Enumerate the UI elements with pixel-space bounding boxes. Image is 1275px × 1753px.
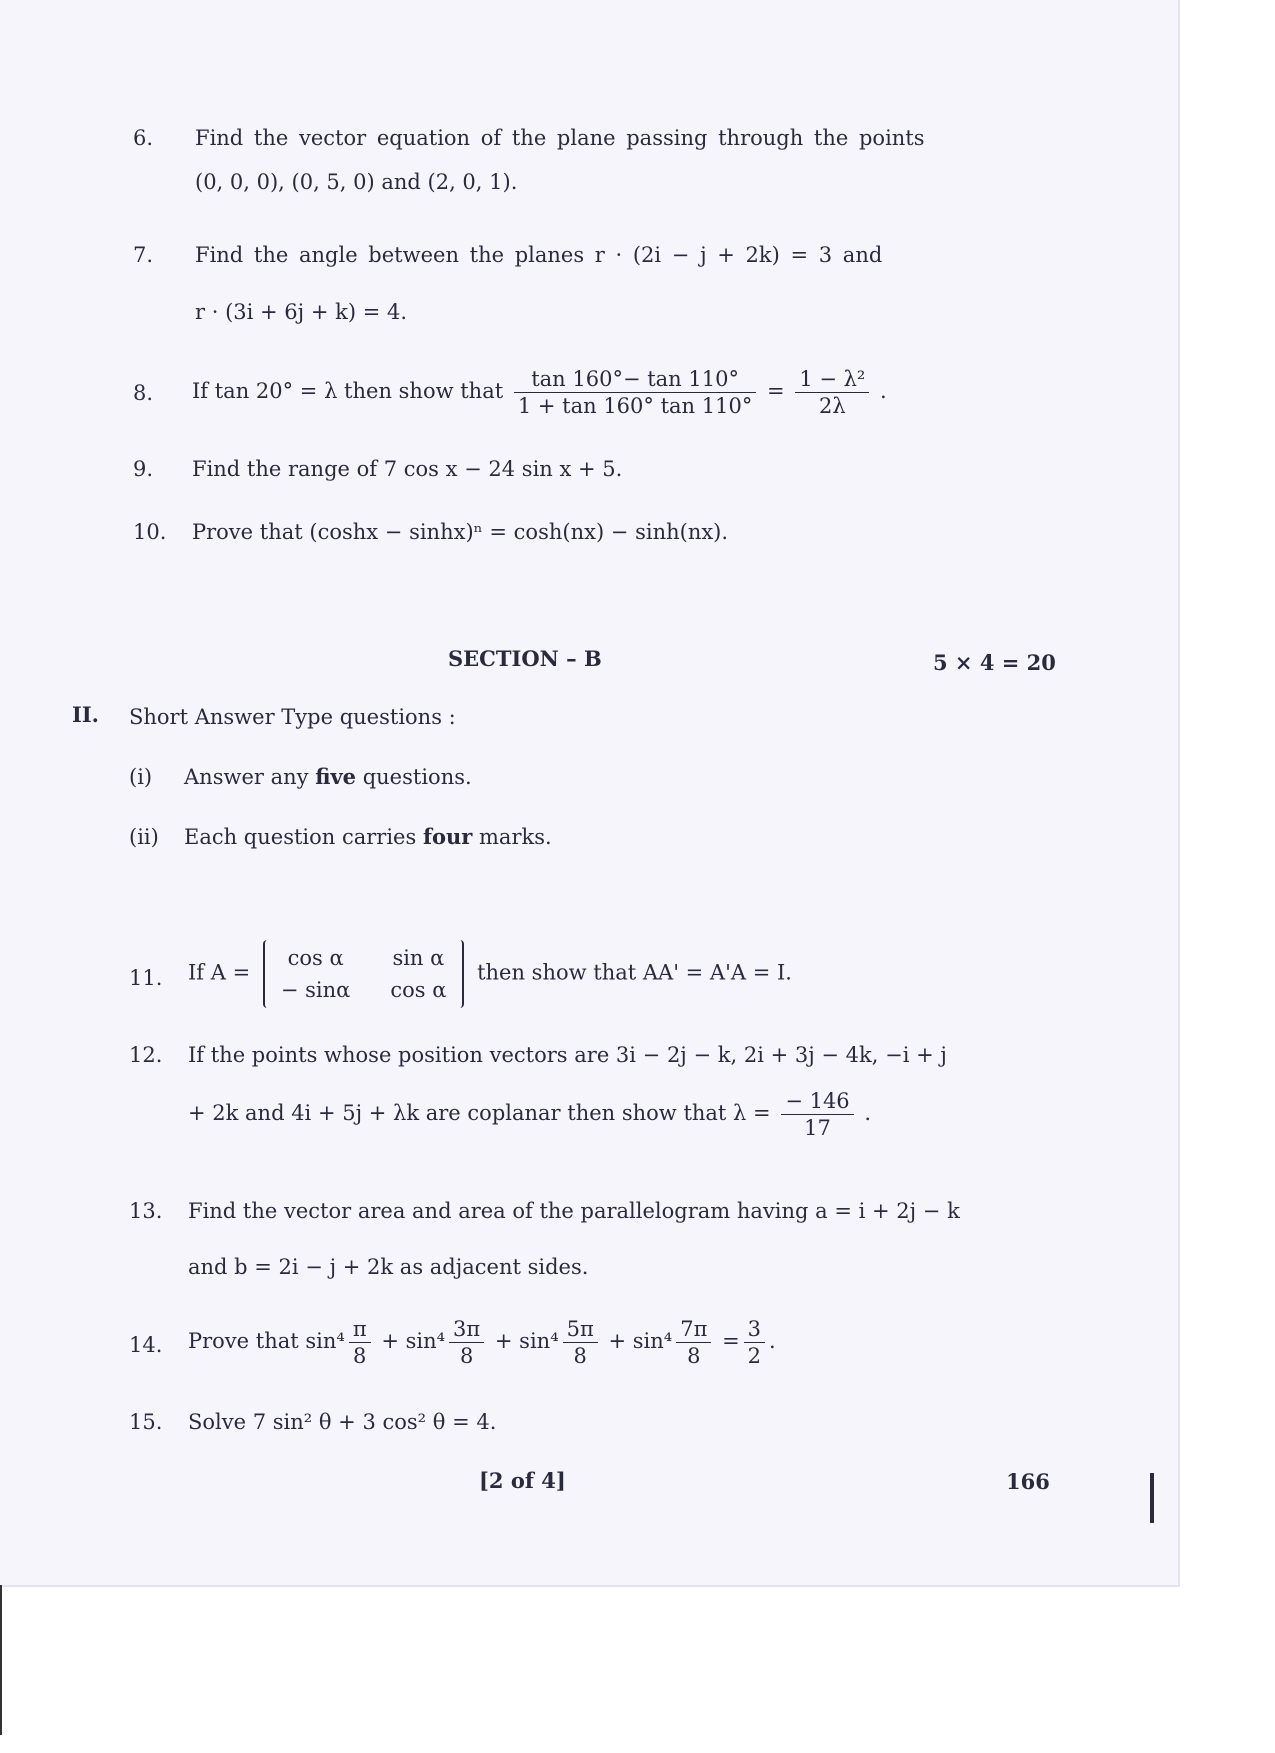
q11-body xyxy=(188,940,792,1008)
instruction-2-post: marks. xyxy=(479,825,552,849)
q12-fraction-denominator: 17 xyxy=(804,1116,831,1140)
q14-term4-numerator: 7π xyxy=(676,1316,711,1343)
q14-number: 14. xyxy=(129,1333,163,1357)
q14-term2-denominator: 8 xyxy=(459,1344,474,1368)
q14-result-numerator: 3 xyxy=(744,1316,765,1343)
q14-term2-fraction xyxy=(449,1316,484,1369)
instruction-1-bold: five xyxy=(315,764,357,789)
instruction-1-number: (i) xyxy=(129,765,153,789)
scan-edge-mark xyxy=(1150,1473,1154,1523)
q14-term3-fraction xyxy=(563,1316,598,1369)
instruction-2-number: (ii) xyxy=(129,825,159,849)
q14-term4-denominator: 8 xyxy=(687,1344,701,1368)
instruction-2-pre: Each question carries xyxy=(184,825,417,849)
q12-fraction xyxy=(781,1088,853,1141)
q15-text: Solve 7 sin² θ + 3 cos² θ = 4. xyxy=(188,1410,497,1434)
q12-number: 12. xyxy=(129,1043,163,1067)
section-b-title: SECTION – B xyxy=(448,646,602,671)
q7-line1: Find the angle between the planes r · (2i − j + 2k) = 3 and xyxy=(195,243,883,267)
q14-term1-pre: sin⁴ xyxy=(305,1329,345,1353)
q7-number: 7. xyxy=(133,243,154,267)
instruction-1 xyxy=(184,762,472,792)
q11-matrix-a11: cos α xyxy=(287,946,344,970)
q14-suffix: . xyxy=(769,1329,776,1353)
q8-fraction-1-numerator: tan 160°− tan 110° xyxy=(514,366,756,393)
q11-suffix: then show that AA' = A'A = I. xyxy=(477,960,792,985)
q9-text: Find the range of 7 cos x − 24 sin x + 5. xyxy=(192,457,623,481)
q12-line2 xyxy=(188,1088,871,1141)
q8-equals: = xyxy=(767,379,785,403)
q8-number: 8. xyxy=(133,381,154,405)
q12-fraction-numerator: − 146 xyxy=(781,1088,853,1115)
q15-number: 15. xyxy=(129,1410,163,1434)
instruction-2-bold: four xyxy=(422,824,473,849)
q11-prefix: If A = xyxy=(188,960,251,985)
q14-term2-numerator: 3π xyxy=(449,1316,484,1343)
q8-fraction-1-denominator: 1 + tan 160° tan 110° xyxy=(517,394,753,418)
q11-matrix-a22: cos α xyxy=(390,978,447,1002)
q6-line1: Find the vector equation of the plane passing through the points xyxy=(195,126,925,150)
q8-suffix: . xyxy=(880,379,887,403)
q14-prefix: Prove that xyxy=(188,1329,299,1353)
footer-page-indicator: [2 of 4] xyxy=(479,1468,566,1493)
q10-number: 10. xyxy=(133,520,167,544)
q8-fraction-2-numerator: 1 − λ² xyxy=(795,366,869,393)
q14-term1-numerator: π xyxy=(349,1316,371,1343)
q14-term4-fraction xyxy=(676,1316,711,1369)
q8-fraction-2 xyxy=(795,366,869,419)
footer-code: 166 xyxy=(1006,1469,1050,1494)
q12-suffix: . xyxy=(864,1101,872,1125)
q10-text: Prove that (coshx − sinhx)ⁿ = cosh(nx) − sinh(nx). xyxy=(192,520,729,544)
q7-line2: r · (3i + 6j + k) = 4. xyxy=(195,300,407,324)
q8-body xyxy=(192,366,887,419)
q14-equals: = xyxy=(722,1329,740,1353)
q14-body xyxy=(188,1316,776,1369)
q12-line1: If the points whose position vectors are 3i − 2j − k, 2i + 3j − 4k, −i + j xyxy=(188,1043,947,1067)
instruction-2 xyxy=(184,822,552,852)
q14-term4-pre: + sin⁴ xyxy=(608,1329,673,1353)
q13-line2: and b = 2i − j + 2k as adjacent sides. xyxy=(188,1255,589,1279)
q11-matrix xyxy=(263,940,465,1008)
q14-term1-fraction xyxy=(349,1316,371,1369)
section-b-heading: Short Answer Type questions : xyxy=(129,705,456,729)
q12-line2-pre: + 2k and 4i + 5j + λk are coplanar then show that λ = xyxy=(188,1101,771,1125)
q8-prefix: If tan 20° = λ then show that xyxy=(192,379,504,403)
q14-term3-denominator: 8 xyxy=(573,1344,587,1368)
instruction-1-post: questions. xyxy=(362,765,472,789)
q11-number: 11. xyxy=(129,966,163,990)
q9-number: 9. xyxy=(133,457,154,481)
q14-term3-numerator: 5π xyxy=(563,1316,598,1343)
q13-number: 13. xyxy=(129,1199,163,1223)
section-b-roman: II. xyxy=(72,702,99,727)
instruction-1-pre: Answer any xyxy=(184,765,309,789)
q11-matrix-a21: − sinα xyxy=(280,978,351,1002)
scan-margin-line xyxy=(0,1585,2,1735)
q6-number: 6. xyxy=(133,126,154,150)
q14-result-fraction xyxy=(744,1316,765,1369)
q14-result-denominator: 2 xyxy=(747,1344,762,1368)
section-b-marks: 5 × 4 = 20 xyxy=(933,650,1056,675)
q11-matrix-a12: sin α xyxy=(392,946,445,970)
q6-line2: (0, 0, 0), (0, 5, 0) and (2, 0, 1). xyxy=(195,170,518,194)
q8-fraction-2-denominator: 2λ xyxy=(819,394,846,418)
q14-term1-denominator: 8 xyxy=(353,1344,367,1368)
q14-term2-pre: + sin⁴ xyxy=(381,1329,446,1353)
q14-term3-pre: + sin⁴ xyxy=(494,1329,559,1353)
q8-fraction-1 xyxy=(514,366,756,419)
q13-line1: Find the vector area and area of the parallelogram having a = i + 2j − k xyxy=(188,1199,960,1223)
